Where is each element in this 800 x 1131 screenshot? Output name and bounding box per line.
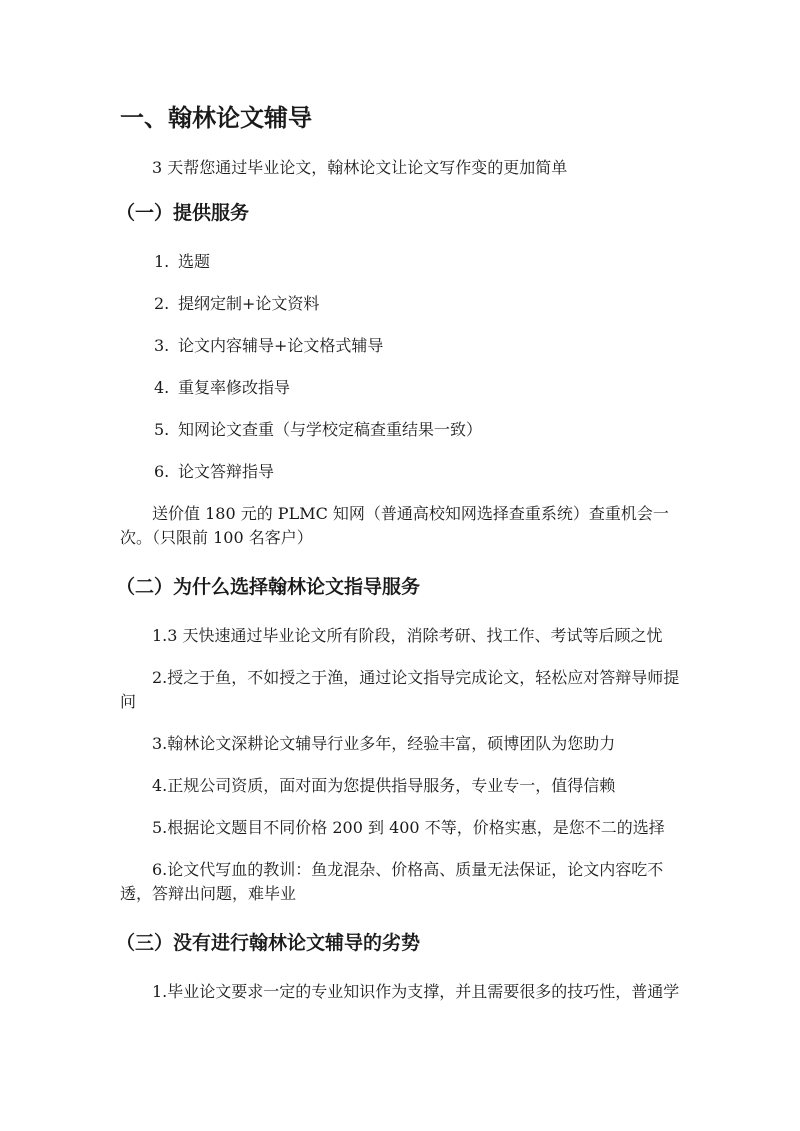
list-item xyxy=(120,334,690,358)
list-item xyxy=(120,460,690,484)
section-heading-services: （一）提供服务 xyxy=(116,202,250,224)
list-item-text: 论文内容辅导+论文格式辅导 xyxy=(178,336,384,355)
list-item-number: 5. xyxy=(154,420,170,439)
list-item-text: 论文答辩指导 xyxy=(178,462,275,481)
reason-paragraph: 1.3 天快速通过毕业论文所有阶段，消除考研、找工作、考试等后顾之忧 xyxy=(152,626,663,645)
list-item-number: 2. xyxy=(154,294,170,313)
document-title: 一、翰林论文辅导 xyxy=(120,104,312,132)
reason-paragraph: 3.翰林论文深耕论文辅导行业多年，经验丰富，硕博团队为您助力 xyxy=(152,734,616,753)
list-item xyxy=(120,376,690,400)
section-heading-disadvantages: （三）没有进行翰林论文辅导的劣势 xyxy=(116,932,421,954)
list-item xyxy=(120,292,690,316)
intro-paragraph: 3 天帮您通过毕业论文，翰林论文让论文写作变的更加简单 xyxy=(152,158,568,177)
reason-paragraph: 4.正规公司资质，面对面为您提供指导服务，专业专一，值得信赖 xyxy=(152,776,616,795)
list-item xyxy=(120,250,690,274)
list-item-number: 3. xyxy=(154,336,170,355)
document-body xyxy=(116,100,690,1022)
list-item-text: 知网论文查重（与学校定稿查重结果一致） xyxy=(178,420,483,439)
list-item-number: 6. xyxy=(154,462,170,481)
list-item-number: 4. xyxy=(154,378,170,397)
list-item-text: 选题 xyxy=(178,252,211,271)
reason-paragraph: 5.根据论文题目不同价格 200 到 400 不等，价格实惠，是您不二的选择 xyxy=(152,818,665,837)
gift-paragraph: 送价值 180 元的 PLMC 知网（普通高校知网选择查重系统）查重机会一次。（只限前 100 名客户） xyxy=(120,504,669,547)
list-item-text: 提纲定制+论文资料 xyxy=(178,294,320,313)
reason-paragraph: 6.论文代写血的教训：鱼龙混杂、价格高、质量无法保证，论文内容吃不透，答辩出问题，难毕业 xyxy=(120,860,664,903)
section-heading-why-choose: （二）为什么选择翰林论文指导服务 xyxy=(116,576,421,598)
list-item xyxy=(120,418,690,442)
service-list xyxy=(120,250,690,484)
list-item-text: 重复率修改指导 xyxy=(178,378,291,397)
reason-paragraph: 2.授之于鱼，不如授之于渔，通过论文指导完成论文，轻松应对答辩导师提问 xyxy=(120,668,680,711)
disadvantage-paragraph: 1.毕业论文要求一定的专业知识作为支撑，并且需要很多的技巧性，普通学 xyxy=(152,982,680,1001)
list-item-number: 1. xyxy=(154,252,170,271)
